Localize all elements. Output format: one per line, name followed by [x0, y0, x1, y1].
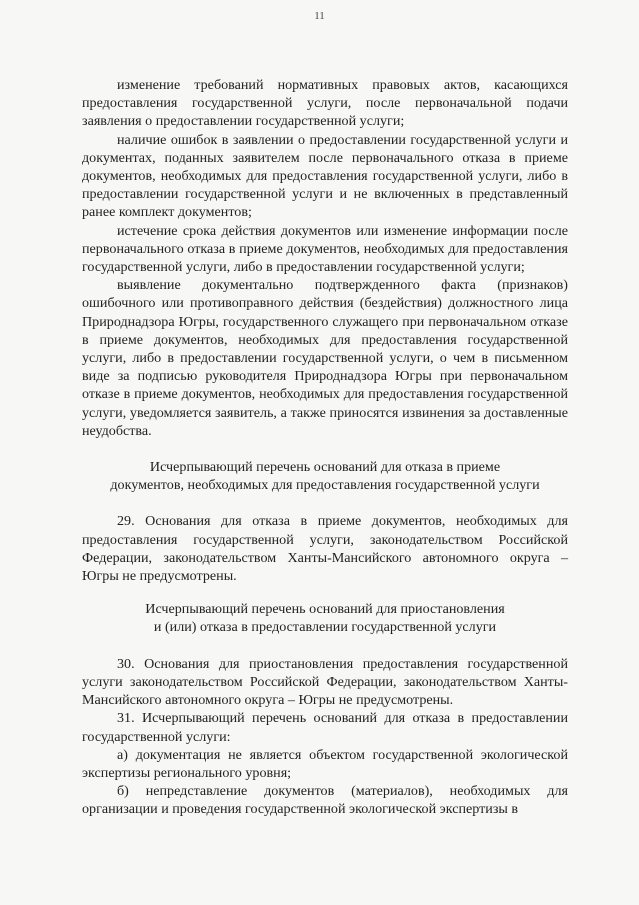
section-heading-suspension-refusal: [82, 600, 568, 636]
paragraph-application-errors: наличие ошибок в заявлении о предоставлении государственной услуги и документах, поданных заявителем после первоначального отказа в приеме документов, необходимых для предоставления государственной услуги, либо в предоставлении государственной услуги и не включенных в представленный ранее комплект документов;: [82, 131, 568, 221]
page-number: 11: [314, 10, 325, 22]
paragraph-31: 31. Исчерпывающий перечень оснований для отказа в предоставлении государственной услуги:: [82, 710, 568, 745]
paragraph-29: 29. Основания для отказа в приеме документов, необходимых для предоставления государственной услуги, законодательством Российской Федерации, законодательством Ханты-Мансийского автономного округа – Югры не предусмотрены.: [82, 513, 568, 585]
list-item-a: а) документация не является объектом государственной экологической экспертизы регионального уровня;: [82, 746, 568, 781]
list-item-b: б) непредставление документов (материалов), необходимых для организации и проведения государственной экологической экспертизы в: [82, 783, 568, 818]
heading-line: документов, необходимых для предоставления государственной услуги: [110, 477, 540, 494]
paragraph-official-error: выявление документально подтвержденного факта (признаков) ошибочного или противоправного действия (бездействия) должностного лица Природнадзора Югры, государственного служащего при первоначальном отказе в приеме документов, необходимых для предоставления государственной услуги, либо в предоставлении государственной услуги, о чем в письменном виде за подписью руководителя Природнадзора Югры при первоначальном отказе в приеме документов, необходимых для предоставления государственной услуги, уведомляется заявитель, а также приносятся извинения за доставленные неудобства.: [82, 277, 568, 439]
paragraph-document-expiry: истечение срока действия документов или изменение информации после первоначального отказа в приеме документов, необходимых для предоставления государственной услуги, либо в предоставлении государственной услуги;: [82, 222, 568, 276]
paragraph-30: 30. Основания для приостановления предоставления государственной услуги законодательством Российской Федерации, законодательством Ханты-Мансийского автономного округа – Югры не предусмотрены.: [82, 655, 568, 709]
section-heading-refusal-documents: [82, 458, 568, 494]
heading-line: и (или) отказа в предоставлении государственной услуги: [153, 619, 497, 636]
heading-line: Исчерпывающий перечень оснований для отказа в приеме: [149, 459, 501, 476]
paragraph-requirements-change: изменение требований нормативных правовых актов, касающихся предоставления государственной услуги, после первоначальной подачи заявления о предоставлении государственной услуги;: [82, 77, 568, 130]
document-body: [82, 76, 568, 819]
heading-line: Исчерпывающий перечень оснований для приостановления: [145, 601, 505, 618]
